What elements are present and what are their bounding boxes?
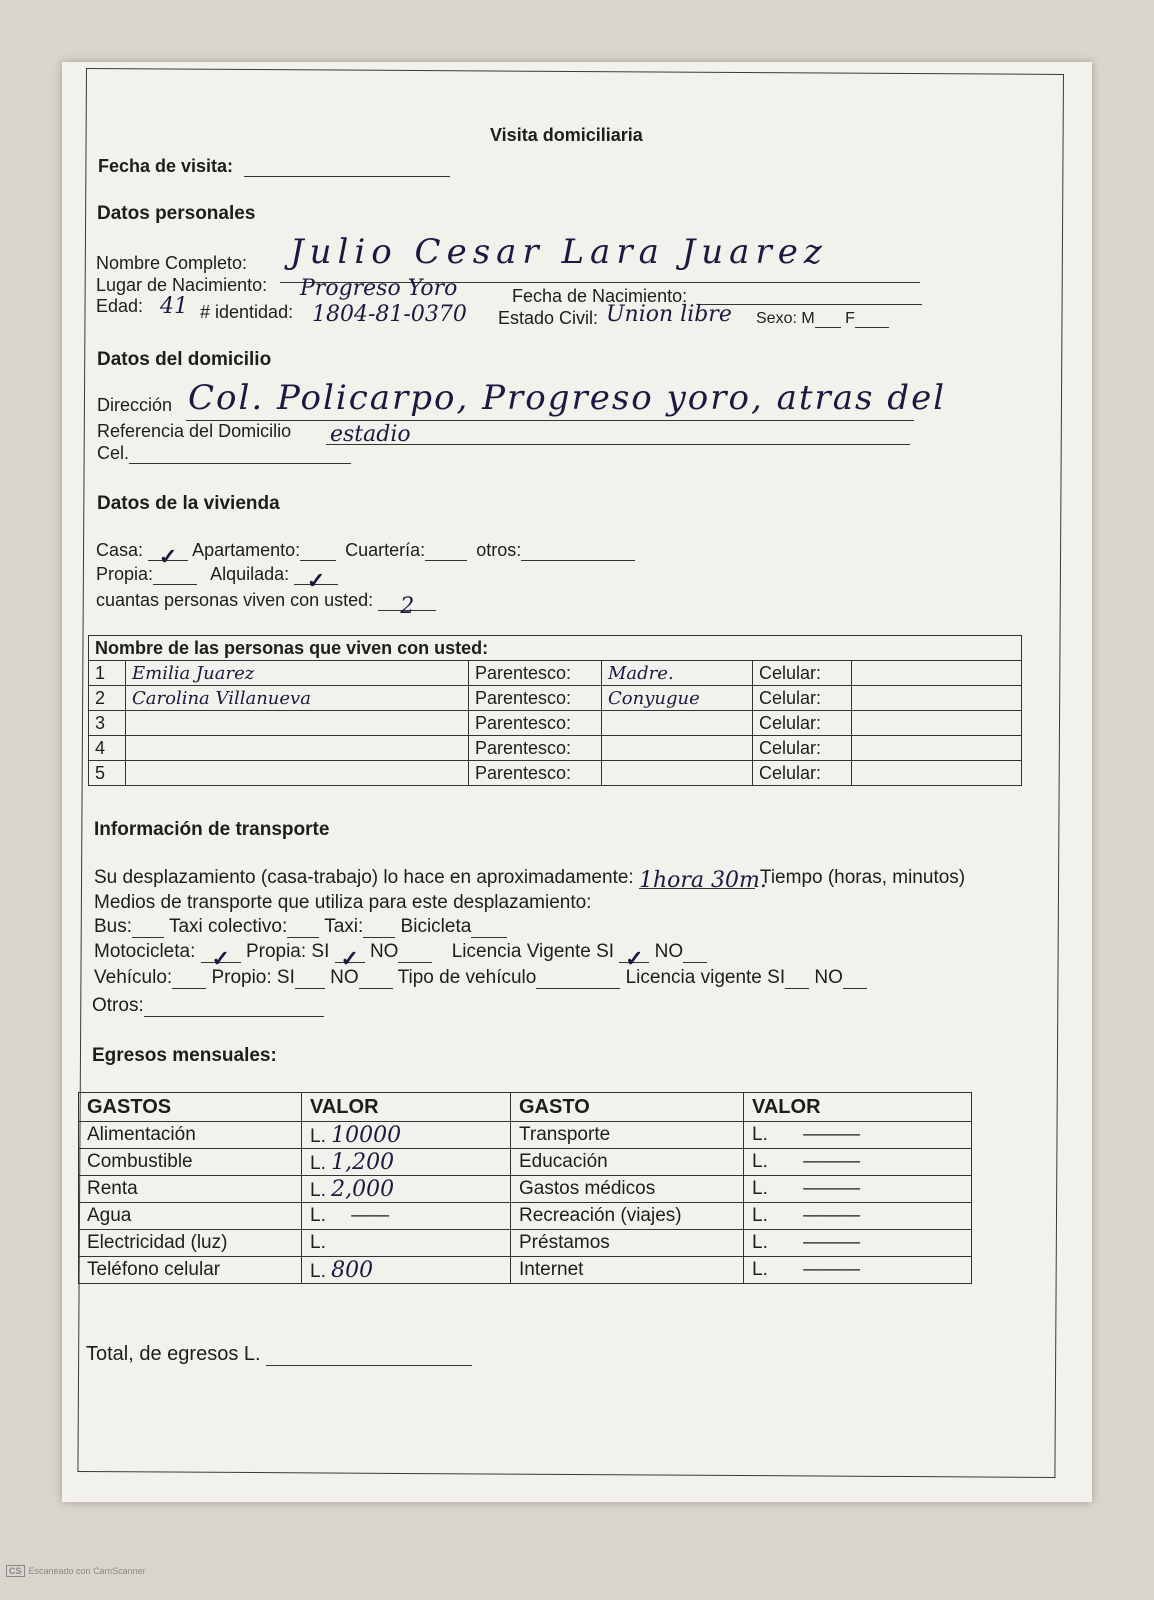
expense-value[interactable]: 800: [331, 1257, 374, 1283]
civil-status-label: Estado Civil:: [498, 308, 599, 328]
person-phone[interactable]: [852, 711, 1022, 736]
sex-label: Sexo: M F: [756, 310, 889, 328]
civil-status-value[interactable]: Union libre: [606, 302, 732, 327]
person-name[interactable]: Emilia Juarez: [126, 661, 469, 686]
table-row: Alimentación L. 10000 Transporte L. ———: [79, 1122, 972, 1149]
person-relation[interactable]: [602, 736, 753, 761]
expense-value[interactable]: ———: [803, 1151, 861, 1172]
expense-value[interactable]: ——: [351, 1205, 390, 1226]
ownership-row: Propia: Alquilada: ✓: [96, 564, 338, 585]
commute-row: Su desplazamiento (casa-trabajo) lo hace en aproximadamente: 1hora 30m. Tiempo (horas, minutos): [94, 867, 966, 893]
cel-label: Cel.: [97, 443, 351, 464]
reference-line: [326, 428, 910, 445]
person-relation[interactable]: [602, 711, 753, 736]
cuarteria-field[interactable]: [425, 544, 467, 561]
birthplace-value[interactable]: Progreso Yoro: [300, 276, 458, 301]
moto-check[interactable]: ✓: [211, 946, 230, 971]
person-relation[interactable]: Conyugue: [602, 686, 753, 711]
person-phone[interactable]: [852, 661, 1022, 686]
persons-count-value[interactable]: 2: [400, 594, 415, 619]
table-row: 1 Emilia Juarez Parentesco: Madre. Celular:: [89, 661, 1022, 686]
table-row: 3 Parentesco: Celular:: [89, 711, 1022, 736]
form-title: Visita domiciliaria: [490, 125, 643, 145]
table-row: 4 Parentesco: Celular:: [89, 736, 1022, 761]
visit-date-label: Fecha de visita:: [98, 156, 450, 177]
person-phone[interactable]: [852, 761, 1022, 786]
alquilada-check[interactable]: ✓: [306, 568, 326, 593]
total-field[interactable]: [266, 1349, 472, 1366]
id-value[interactable]: 1804-81-0370: [312, 302, 467, 327]
person-name[interactable]: Carolina Villanueva: [126, 686, 469, 711]
person-relation[interactable]: Madre.: [602, 661, 753, 686]
table-row: Teléfono celular L. 800 Internet L. ———: [79, 1257, 972, 1284]
reference-label: Referencia del Domicilio: [97, 421, 292, 441]
person-relation[interactable]: [602, 761, 753, 786]
person-phone[interactable]: [852, 736, 1022, 761]
age-label: Edad:: [96, 296, 144, 316]
table-row: Renta L. 2,000 Gastos médicos L. ———: [79, 1176, 972, 1203]
visit-date-field[interactable]: [244, 160, 450, 177]
expense-value[interactable]: ———: [803, 1232, 861, 1253]
scanner-stamp: CS Escaneado con CamScanner: [6, 1566, 146, 1576]
casa-check[interactable]: ✓: [158, 544, 178, 569]
person-name[interactable]: [126, 761, 469, 786]
licencia-check[interactable]: ✓: [625, 946, 644, 971]
table-row: Electricidad (luz) L. Préstamos L. ———: [79, 1230, 972, 1257]
person-phone[interactable]: [852, 686, 1022, 711]
age-value[interactable]: 41: [160, 294, 188, 319]
moto-propia-check[interactable]: ✓: [340, 946, 359, 971]
table-row: 5 Parentesco: Celular:: [89, 761, 1022, 786]
moto-row: Motocicleta: ✓ Propia: SI ✓ NO Licencia Vigente SI ✓ NO: [94, 941, 707, 963]
vehicle-row: Vehículo: Propio: SI NO Tipo de vehículo Licencia vigente SI NO: [94, 967, 867, 989]
table-row: 2 Carolina Villanueva Parentesco: Conyugue Celular:: [89, 686, 1022, 711]
expense-value[interactable]: 2,000: [331, 1176, 395, 1202]
birthplace-label: Lugar de Nacimiento:: [96, 275, 268, 295]
housing-heading: Datos de la vivienda: [97, 493, 280, 514]
otros-transport-row: Otros:: [92, 995, 324, 1017]
direction-value[interactable]: Col. Policarpo, Progreso yoro, atras del: [188, 378, 947, 418]
expense-value[interactable]: ———: [803, 1205, 861, 1226]
birthdate-label: Fecha de Nacimiento:: [512, 286, 688, 306]
direction-label: Dirección: [97, 395, 173, 415]
id-label: # identidad:: [200, 302, 294, 322]
expenses-table: GASTOS VALOR GASTO VALOR Alimentación L. 10000 Transporte L. ——— Combustible L. 1,200 Educación L. ——— Renta L. 2,000 Gastos médicos L. ——— Agua L. —— Recreación (viajes) L. ——— Electricidad (luz) L. Préstamos L. ——— Teléfono celular L. 800 Internet L. ———: [78, 1092, 972, 1284]
expense-value[interactable]: 1,200: [331, 1149, 395, 1175]
apartment-field[interactable]: [300, 544, 336, 561]
expense-value[interactable]: 10000: [331, 1122, 402, 1148]
means-label: Medios de transporte que utiliza para este desplazamiento:: [94, 892, 592, 913]
bus-row: Bus: Taxi colectivo: Taxi: Bicicleta: [94, 916, 507, 938]
address-heading: Datos del domicilio: [97, 349, 272, 370]
person-name[interactable]: [126, 711, 469, 736]
cel-field[interactable]: [129, 447, 351, 464]
full-name-label: Nombre Completo:: [96, 253, 248, 273]
expense-value[interactable]: ———: [803, 1124, 861, 1145]
total-row: Total, de egresos L.: [86, 1343, 472, 1366]
people-table: [88, 635, 1022, 786]
reference-value[interactable]: estadio: [330, 422, 411, 447]
people-table-header: Nombre de las personas que viven con usted:: [89, 636, 1022, 661]
expenses-heading: Egresos mensuales:: [92, 1045, 277, 1066]
expense-value[interactable]: ———: [803, 1178, 861, 1199]
table-row: Combustible L. 1,200 Educación L. ———: [79, 1149, 972, 1176]
housing-type-row: Casa: ✓ Apartamento: Cuartería: otros:: [96, 540, 635, 561]
full-name-value[interactable]: Julio Cesar Lara Juarez: [290, 232, 828, 272]
propia-field[interactable]: [153, 568, 197, 585]
personal-heading: Datos personales: [97, 203, 256, 224]
person-name[interactable]: [126, 736, 469, 761]
otros-field[interactable]: [521, 544, 635, 561]
persons-count-row: cuantas personas viven con usted: 2: [96, 590, 436, 611]
table-row: Agua L. —— Recreación (viajes) L. ———: [79, 1203, 972, 1230]
birthdate-field[interactable]: [700, 288, 922, 305]
transport-heading: Información de transporte: [94, 819, 330, 840]
expense-value[interactable]: ———: [803, 1259, 861, 1280]
commute-value[interactable]: 1hora 30m.: [638, 868, 767, 893]
